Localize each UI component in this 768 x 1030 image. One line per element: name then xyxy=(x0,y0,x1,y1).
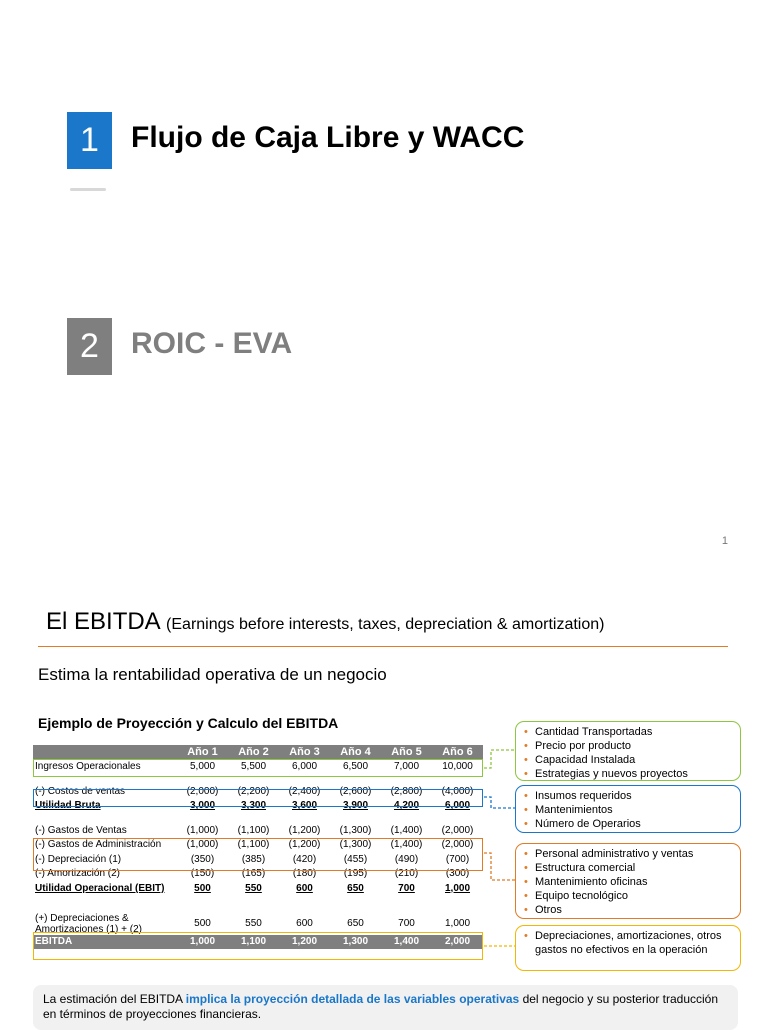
title-divider xyxy=(38,646,728,647)
row-label: (-) Gastos de Administración xyxy=(35,839,162,851)
row-label: (-) Costos de ventas xyxy=(35,785,126,797)
callout-costos xyxy=(515,785,741,833)
cell: 10,000 xyxy=(442,761,473,773)
cell: (1,400) xyxy=(390,839,423,851)
cell: 1,100 xyxy=(228,935,279,950)
cell: (2,000) xyxy=(186,785,219,797)
table-row xyxy=(33,823,483,838)
header-blank xyxy=(33,745,177,760)
row-label: (-) Gastos de Ventas xyxy=(35,824,127,836)
cell: 550 xyxy=(245,882,262,894)
cell: (700) xyxy=(445,853,470,865)
highlight-green xyxy=(33,759,483,777)
section-2-number: 2 xyxy=(67,318,112,375)
cell: (455) xyxy=(343,853,368,865)
cell: 6,500 xyxy=(342,761,369,773)
cell: (150) xyxy=(190,868,215,880)
cell: 2,000 xyxy=(432,935,483,950)
callout-item: • Otros xyxy=(524,903,732,917)
callout-item: • Número de Operarios xyxy=(524,817,732,831)
cell: 1,000 xyxy=(444,918,471,929)
cell: (2,800) xyxy=(390,785,423,797)
callout-item: • Cantidad Transportadas xyxy=(524,725,732,739)
slide-title-sub: (Earnings before interests, taxes, depreciation & amortization) xyxy=(166,616,605,633)
slide-subtitle: Estima la rentabilidad operativa de un negocio xyxy=(38,665,387,684)
cell: 700 xyxy=(398,882,415,894)
cell: 7,000 xyxy=(393,761,420,773)
cell: (490) xyxy=(394,853,419,865)
cell: (1,100) xyxy=(237,824,270,836)
connector-orange xyxy=(484,853,515,880)
cell: (1,200) xyxy=(288,824,321,836)
header-year-5: Año 5 xyxy=(381,745,432,760)
row-label: Ingresos Operacionales xyxy=(35,761,141,773)
highlight-yellow xyxy=(33,932,483,960)
callout-item: • Estrategias y nuevos proyectos xyxy=(524,767,732,781)
callout-item: • Personal administrativo y ventas xyxy=(524,847,732,861)
callout-item: • Equipo tecnológico xyxy=(524,889,732,903)
cell: 1,200 xyxy=(279,935,330,950)
cell: 5,000 xyxy=(189,761,216,773)
cell: 1,000 xyxy=(444,882,471,894)
cell: (4,000) xyxy=(441,785,474,797)
callout-item: • Precio por producto xyxy=(524,739,732,753)
cell: (1,000) xyxy=(186,839,219,851)
row-label: (+) Depreciaciones & Amortizaciones (1) + (2) xyxy=(35,912,142,935)
cell: (1,100) xyxy=(237,839,270,851)
cell: 1,000 xyxy=(177,935,228,950)
section-2-title: ROIC - EVA xyxy=(131,327,293,360)
cell: 700 xyxy=(398,918,415,929)
callout-item: • Capacidad Instalada xyxy=(524,753,732,767)
cell: 4,200 xyxy=(393,800,420,812)
callout-item: • Depreciaciones, amortizaciones, otros gastos no efectivos en la operación xyxy=(524,929,732,957)
cell: (1,000) xyxy=(186,824,219,836)
footer-text-pre: La estimación del EBITDA xyxy=(43,992,186,1006)
row-label: Utilidad Bruta xyxy=(35,800,101,812)
cell: (210) xyxy=(394,868,419,880)
cell: (385) xyxy=(241,853,266,865)
cell: (2,600) xyxy=(339,785,372,797)
cell: 600 xyxy=(296,882,313,894)
header-year-2: Año 2 xyxy=(228,745,279,760)
cell: 3,000 xyxy=(189,800,216,812)
cell: (1,200) xyxy=(288,839,321,851)
footer-note xyxy=(33,985,738,1030)
row-label: (-) Amortización (2) xyxy=(35,868,121,880)
cell: (420) xyxy=(292,853,317,865)
connector-blue xyxy=(484,797,515,808)
cell: 650 xyxy=(347,882,364,894)
cell: 1,400 xyxy=(381,935,432,950)
footer-text-post: del negocio y su posterior traducción en términos de proyecciones financieras. xyxy=(43,992,719,1021)
cell: (300) xyxy=(445,868,470,880)
cell: (1,300) xyxy=(339,839,372,851)
row-label: (-) Depreciación (1) xyxy=(35,853,122,865)
callout-item: • Estructura comercial xyxy=(524,861,732,875)
callout-item: • Mantenimiento oficinas xyxy=(524,875,732,889)
table-row xyxy=(33,881,483,896)
cell: (2,000) xyxy=(441,839,474,851)
row-label: EBITDA xyxy=(33,935,177,950)
row-label: Utilidad Operacional (EBIT) xyxy=(35,882,165,894)
cell: (180) xyxy=(292,868,317,880)
spacer-row xyxy=(33,813,483,823)
highlight-blue xyxy=(33,789,483,807)
connector-green xyxy=(484,750,515,768)
cell: 6,000 xyxy=(444,800,471,812)
callout-item: • Insumos requeridos xyxy=(524,789,732,803)
cell: 3,300 xyxy=(240,800,267,812)
section-1-shadow xyxy=(70,188,106,191)
header-year-3: Año 3 xyxy=(279,745,330,760)
cell: 5,500 xyxy=(240,761,267,773)
page-number: 1 xyxy=(721,535,728,547)
callout-depreciaciones xyxy=(515,925,741,971)
callout-ingresos xyxy=(515,721,741,781)
cell: (165) xyxy=(241,868,266,880)
header-year-6: Año 6 xyxy=(432,745,483,760)
cell: 3,900 xyxy=(342,800,369,812)
cell: (2,400) xyxy=(288,785,321,797)
header-year-4: Año 4 xyxy=(330,745,381,760)
cell: 1,300 xyxy=(330,935,381,950)
slide-title-main: El EBITDA xyxy=(46,608,160,635)
highlight-orange xyxy=(33,838,483,871)
cell: (1,300) xyxy=(339,824,372,836)
cell: 650 xyxy=(347,918,364,929)
slide-title xyxy=(46,608,604,636)
cell: (1,400) xyxy=(390,824,423,836)
cell: 3,600 xyxy=(291,800,318,812)
table-header-row xyxy=(33,745,483,760)
cell: 6,000 xyxy=(291,761,318,773)
cell: 500 xyxy=(194,882,211,894)
cell: (2,000) xyxy=(441,824,474,836)
section-1-number: 1 xyxy=(67,112,112,169)
footer-text-highlight: implica la proyección detallada de las variables operativas xyxy=(185,992,520,1006)
cell: (350) xyxy=(190,853,215,865)
cell: (195) xyxy=(343,868,368,880)
example-title: Ejemplo de Proyección y Calculo del EBITDA xyxy=(38,715,339,731)
cell: 600 xyxy=(296,918,313,929)
cell: 550 xyxy=(245,918,262,929)
callout-item: • Mantenimientos xyxy=(524,803,732,817)
cell: 500 xyxy=(194,918,211,929)
callout-gastos xyxy=(515,843,741,919)
cell: (2,200) xyxy=(237,785,270,797)
header-year-1: Año 1 xyxy=(177,745,228,760)
section-1-title: Flujo de Caja Libre y WACC xyxy=(131,121,525,154)
spacer-row xyxy=(33,896,483,913)
